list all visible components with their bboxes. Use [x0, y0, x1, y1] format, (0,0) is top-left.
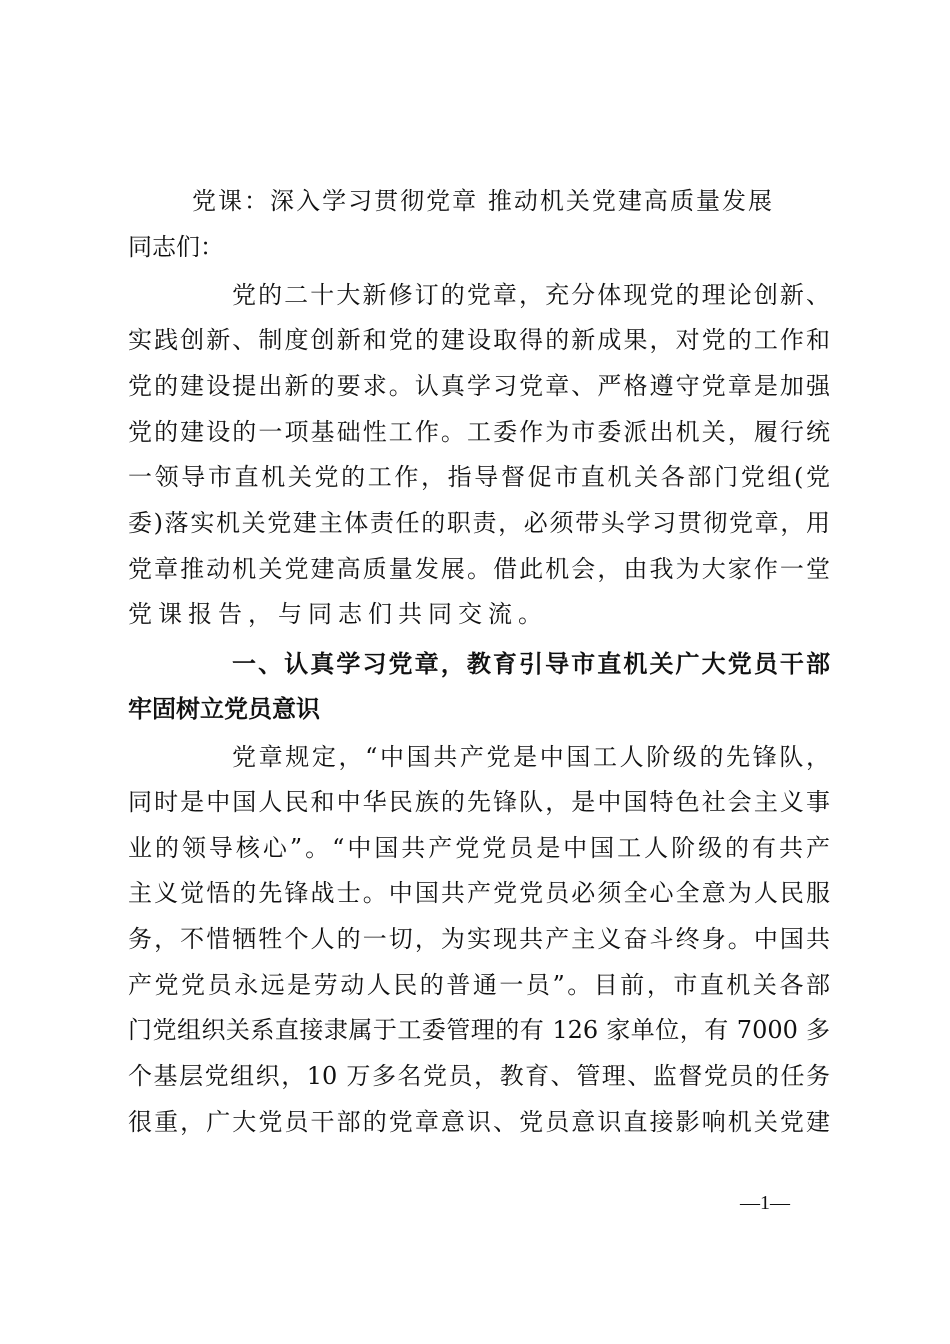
heading-line: 牢固树立党员意识 [128, 695, 320, 723]
text-line: 党的二十大新修订的党章，充分体现党的理论创新、 [232, 281, 830, 309]
text-line: 产党党员永远是劳动人民的普通一员”。目前，市直机关各部 [128, 971, 830, 999]
text-line: 个基层党组织，10 万多名党员，教育、管理、监督党员的任务 [128, 1062, 830, 1090]
document-title: 党课：深入学习贯彻党章 推动机关党建高质量发展 [192, 187, 772, 215]
text-line: 很重，广大党员干部的党章意识、党员意识直接影响机关党建 [128, 1108, 830, 1136]
text-line: 党章推动机关党建高质量发展。借此机会，由我为大家作一堂 [128, 555, 830, 583]
text-line: 同时是中国人民和中华民族的先锋队，是中国特色社会主义事 [128, 788, 830, 816]
text-line: 党章规定，“中国共产党是中国工人阶级的先锋队， [232, 743, 830, 771]
text-line: 委)落实机关党建主体责任的职责，必须带头学习贯彻党章，用 [128, 509, 830, 537]
heading-line: 一、认真学习党章，教育引导市直机关广大党员干部 [232, 650, 830, 678]
text-line: 主义觉悟的先锋战士。中国共产党党员必须全心全意为人民服 [128, 879, 830, 907]
text-line: 一领导市直机关党的工作，指导督促市直机关各部门党组(党 [128, 463, 830, 491]
salutation: 同志们： [128, 233, 224, 261]
text-line: 业的领导核心”。“中国共产党党员是中国工人阶级的有共产 [128, 834, 830, 862]
text-line: 务，不惜牺牲个人的一切，为实现共产主义奋斗终身。中国共 [128, 925, 830, 953]
text-line: 党的建设的一项基础性工作。工委作为市委派出机关，履行统 [128, 418, 830, 446]
text-line: 党课报告，与同志们共同交流。 [128, 600, 548, 628]
text-line: 党的建设提出新的要求。认真学习党章、严格遵守党章是加强 [128, 372, 830, 400]
page-number: —1— [740, 1192, 790, 1214]
text-line: 门党组织关系直接隶属于工委管理的有 126 家单位，有 7000 多 [128, 1016, 830, 1044]
text-line: 实践创新、制度创新和党的建设取得的新成果，对党的工作和 [128, 326, 830, 354]
